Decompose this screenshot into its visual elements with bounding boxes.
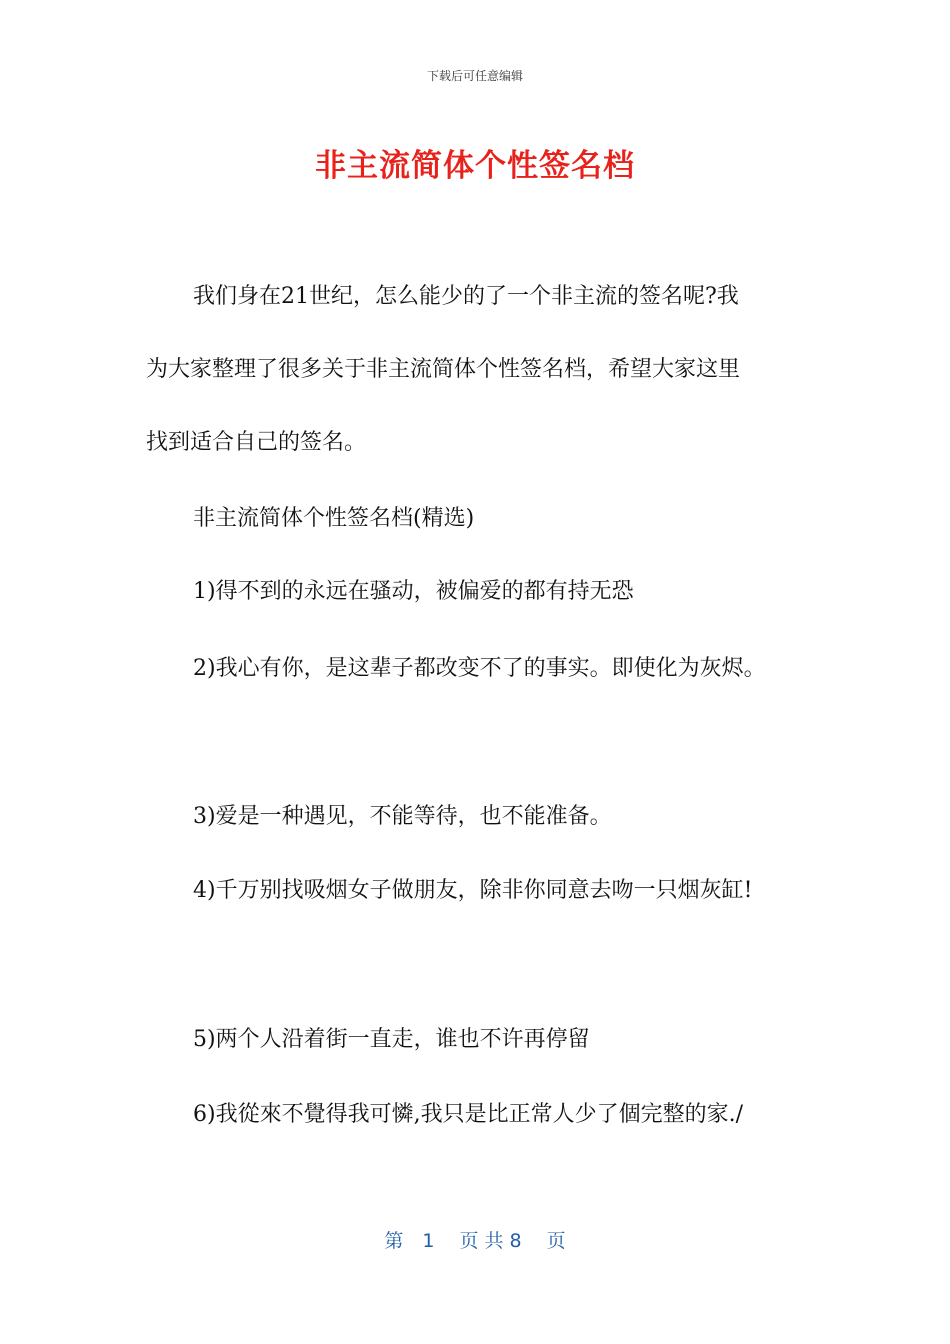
intro-line-2: 为大家整理了很多关于非主流简体个性签名档，希望大家这里 [146, 357, 741, 382]
intro-line-3: 找到适合自己的签名。 [146, 430, 367, 455]
intro-line-1: 我们身在21世纪，怎么能少的了一个非主流的签名呢?我 [193, 284, 739, 309]
list-item: 1)得不到的永远在骚动，被偏爱的都有持无恐 [193, 579, 634, 604]
list-item: 6)我從來不覺得我可憐,我只是比正常人少了個完整的家./ [193, 1102, 743, 1127]
list-item: 4)千万别找吸烟女子做朋友，除非你同意去吻一只烟灰缸! [193, 878, 753, 903]
list-item: 3)爱是一种遇见，不能等待，也不能准备。 [193, 804, 612, 829]
document-title: 非主流简体个性签名档 [315, 148, 635, 184]
list-item: 5)两个人沿着街一直走，谁也不许再停留 [193, 1027, 590, 1052]
header-note: 下载后可任意编辑 [426, 69, 523, 83]
list-item: 2)我心有你，是这辈子都改变不了的事实。即使化为灰烬。 [193, 656, 766, 681]
page-number: 第 1 页 共 8 页 [384, 1230, 566, 1252]
section-heading: 非主流简体个性签名档(精选) [193, 506, 475, 531]
